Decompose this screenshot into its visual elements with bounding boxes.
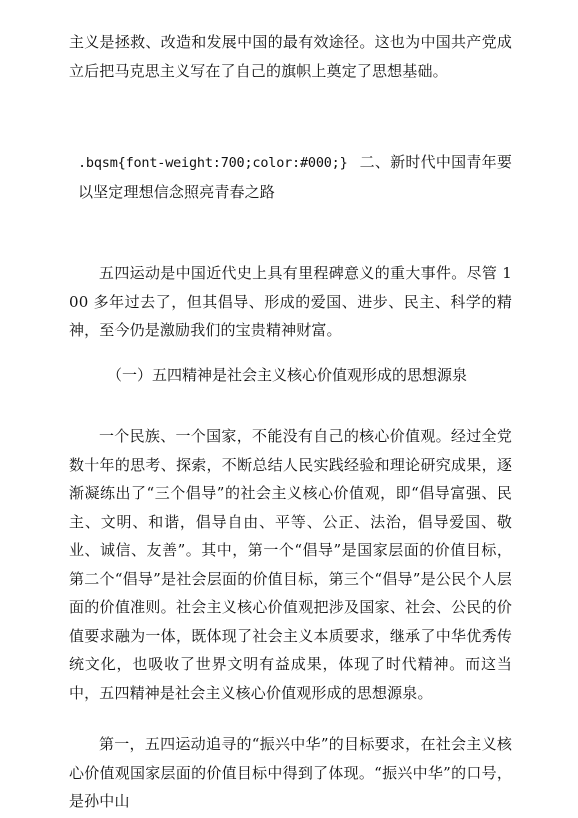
paragraph-marxism-foundation: 主义是拯救、改造和发展中国的最有效途径。这也为中国共产党成立后把马克思主义写在了自己的旗帜上奠定了思想基础。 xyxy=(69,33,512,80)
css-code-artifact: .bqsm{font-weight:700;color:#000;} xyxy=(78,155,348,171)
section-two-title xyxy=(78,148,512,206)
paragraph-core-values: 一个民族、一个国家，不能没有自己的核心价值观。经过全党数十年的思考、探索，不断总结人民实践经验和理论研究成果，逐渐凝练出了“三个倡导”的社会主义核心价值观，即“倡导富强、民主、文明、和谐，倡导自由、平等、公正、法治，倡导爱国、敬业、诚信、友善”。其中，第一个“倡导”是国家层面的价值目标，第二个“倡导”是社会层面的价值目标，第三个“倡导”是公民个人层面的价值准则。社会主义核心价值观把涉及国家、社会、公民的价值要求融为一体，既体现了社会主义本质要求，继承了中华优秀传统文化，也吸收了世界文明有益成果，体现了时代精神。而这当中，五四精神是社会主义核心价值观形成的思想源泉。 xyxy=(69,427,512,702)
paragraph-may-fourth-movement: 五四运动是中国近代史上具有里程碑意义的重大事件。尽管 100 多年过去了，但其倡导、形成的爱国、进步、民主、科学的精神，至今仍是激励我们的宝贵精神财富。 xyxy=(69,264,512,339)
subsection-one-heading: （一）五四精神是社会主义核心价值观形成的思想源泉 xyxy=(107,366,468,384)
section-two-heading-text: 二、新时代中国青年要以坚定理想信念照亮青春之路 xyxy=(78,153,512,201)
paragraph-rejuvenate-china: 第一，五四运动追寻的“振兴中华”的目标要求，在社会主义核心价值观国家层面的价值目标中得到了体现。“振兴中华”的口号，是孙中山 xyxy=(69,735,512,810)
